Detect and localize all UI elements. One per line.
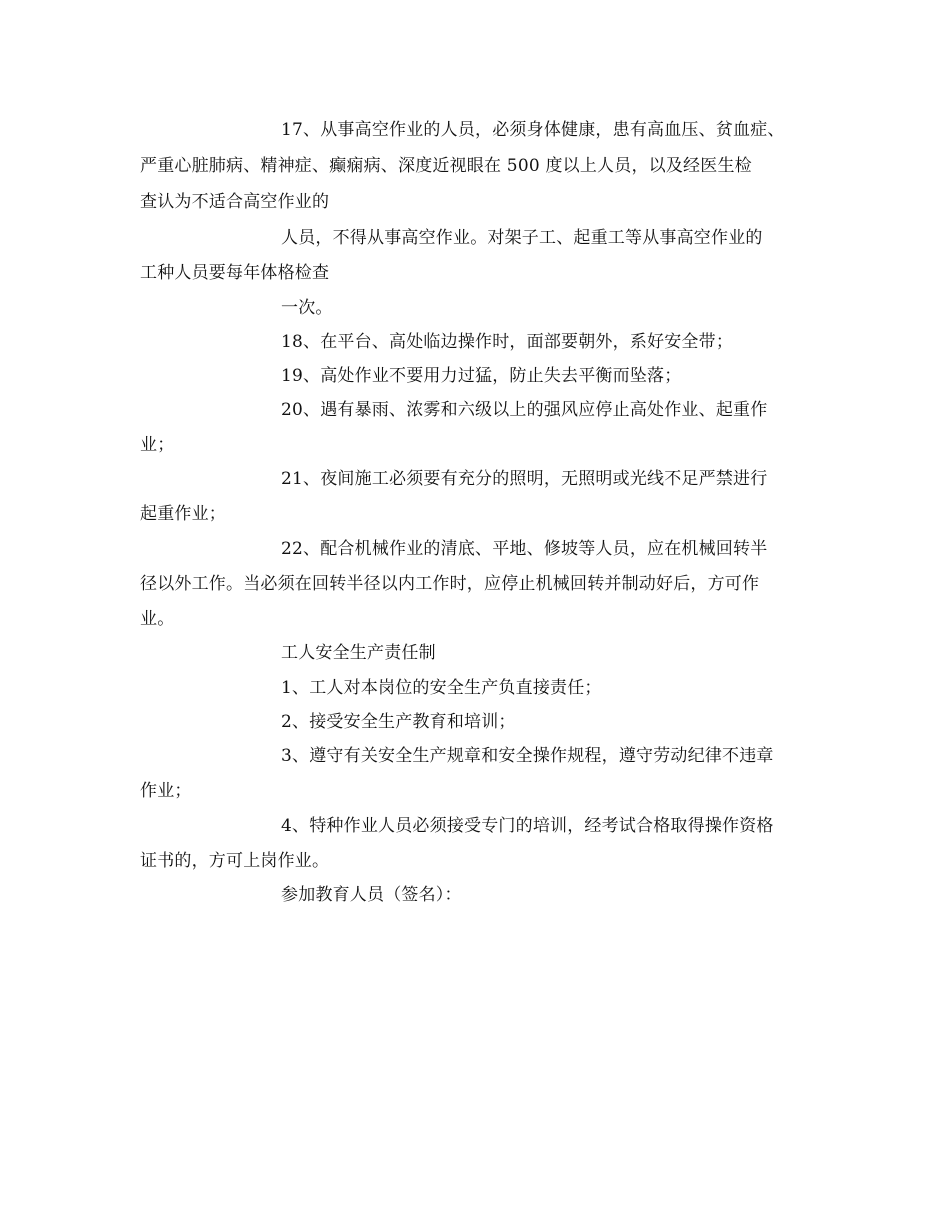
text-line: 20、遇有暴雨、浓雾和六级以上的强风应停止高处作业、起重作: [281, 400, 768, 420]
text-line: 1、工人对本岗位的安全生产负直接责任；: [281, 678, 602, 698]
text-line: 18、在平台、高处临边操作时，面部要朝外，系好安全带；: [281, 332, 734, 352]
signature-label: 参加教育人员（签名）：: [281, 885, 462, 905]
text-line: 4、特种作业人员必须接受专门的培训，经考试合格取得操作资格: [281, 816, 774, 836]
text-line: 一次。: [281, 298, 333, 318]
text-line: 22、配合机械作业的清底、平地、修坡等人员，应在机械回转半: [281, 539, 768, 559]
text-line: 查认为不适合高空作业的: [140, 192, 330, 212]
text-line: 2、接受安全生产教育和培训；: [281, 712, 516, 732]
text-line: 21、夜间施工必须要有充分的照明，无照明或光线不足严禁进行: [281, 469, 768, 489]
text-line: 17、从事高空作业的人员，必须身体健康，患有高血压、贫血症、: [281, 120, 785, 140]
text-line: 起重作业；: [140, 504, 226, 524]
text-line: 业。: [140, 609, 175, 629]
text-line: 证书的，方可上岗作业。: [140, 851, 330, 871]
text-line: 人员，不得从事高空作业。对架子工、起重工等从事高空作业的: [281, 228, 763, 248]
text-line: 业；: [140, 435, 175, 455]
text-line: 3、遵守有关安全生产规章和安全操作规程，遵守劳动纪律不违章: [281, 746, 774, 766]
text-line: 作业；: [140, 781, 192, 801]
text-line: 19、高处作业不要用力过猛，防止失去平衡而坠落；: [281, 366, 682, 386]
text-line: 工种人员要每年体格检查: [140, 263, 330, 283]
text-line: 径以外工作。当必须在回转半径以内工作时，应停止机械回转并制动好后，方可作: [140, 574, 760, 594]
text-line: 严重心脏肺病、精神症、癫痫病、深度近视眼在 500 度以上人员，以及经医生检: [140, 156, 752, 176]
section-heading: 工人安全生产责任制: [281, 643, 436, 663]
